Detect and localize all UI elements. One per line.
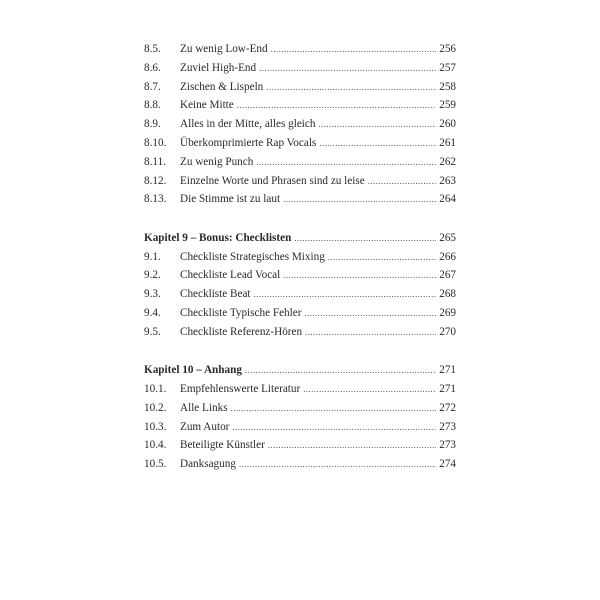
toc-entry-9-4[interactable] <box>144 304 456 323</box>
entry-number: 8.5. <box>144 43 161 55</box>
dot-leader <box>294 229 436 248</box>
toc-entry-10-3[interactable] <box>144 418 456 437</box>
entry-title: Checkliste Lead Vocal <box>180 269 281 282</box>
dot-leader <box>303 380 436 399</box>
dot-leader <box>271 40 437 59</box>
entry-page-number: 264 <box>439 193 456 206</box>
entry-page-number: 258 <box>439 80 456 93</box>
toc-entry-8-6[interactable] <box>144 59 456 78</box>
dot-leader <box>318 115 436 134</box>
toc-chapter-heading-9[interactable] <box>144 229 456 248</box>
entry-number: 8.10. <box>144 136 167 149</box>
toc-entry-8-9[interactable] <box>144 115 456 134</box>
entry-title: Danksagung <box>180 458 236 471</box>
chapter-title: Kapitel 10 – Anhang <box>144 364 242 377</box>
dot-leader <box>266 78 436 97</box>
toc-chapter-heading-10[interactable] <box>144 361 456 380</box>
entry-title: Zuviel High-End <box>180 61 257 74</box>
toc-entry-9-2[interactable] <box>144 266 456 285</box>
toc-entry-10-2[interactable] <box>144 399 456 418</box>
dot-leader <box>237 96 436 115</box>
entry-page-number: 257 <box>439 61 456 74</box>
entry-page-number: 260 <box>439 118 456 131</box>
entry-number: 10.1. <box>144 382 167 395</box>
toc-entry-8-12[interactable] <box>144 172 456 191</box>
entry-number: 9.1. <box>144 250 161 263</box>
toc-entry-8-10[interactable] <box>144 134 456 153</box>
toc-entry-9-1[interactable] <box>144 248 456 267</box>
chapter-page-number: 265 <box>439 231 456 244</box>
dot-leader <box>304 304 436 323</box>
entry-number: 8.13. <box>144 193 167 206</box>
entry-page-number: 269 <box>439 306 456 319</box>
toc-entry-10-1[interactable] <box>144 380 456 399</box>
entry-number: 9.2. <box>144 269 161 282</box>
entry-number: 10.5. <box>144 458 167 471</box>
toc-section-chapter-10 <box>144 361 456 474</box>
dot-leader <box>259 59 436 78</box>
dot-leader <box>328 248 436 267</box>
toc-entry-8-13[interactable] <box>144 190 456 209</box>
toc-entry-9-3[interactable] <box>144 285 456 304</box>
toc-entry-8-11[interactable] <box>144 153 456 172</box>
dot-leader <box>305 323 436 342</box>
entry-title: Empfehlenswerte Literatur <box>180 382 301 395</box>
toc-entry-8-7[interactable] <box>144 78 456 97</box>
entry-number: 8.8. <box>144 99 161 112</box>
entry-page-number: 274 <box>439 458 456 471</box>
entry-title: Alle Links <box>180 401 228 414</box>
entry-page-number: 273 <box>439 439 456 452</box>
entry-title: Einzelne Worte und Phrasen sind zu leise <box>180 174 365 187</box>
toc-entry-9-5[interactable] <box>144 323 456 342</box>
entry-number: 10.4. <box>144 439 167 452</box>
entry-title: Checkliste Typische Fehler <box>180 306 302 319</box>
entry-number: 8.9. <box>144 118 161 131</box>
entry-title: Alles in der Mitte, alles gleich <box>180 118 316 131</box>
entry-page-number: 259 <box>439 99 456 112</box>
entry-title: Die Stimme ist zu laut <box>180 193 281 206</box>
entry-title: Beteiligte Künstler <box>180 439 265 452</box>
chapter-page-number: 271 <box>439 364 456 377</box>
entry-title: Checkliste Referenz-Hören <box>180 325 303 338</box>
dot-leader <box>239 455 436 474</box>
entry-title: Checkliste Strategisches Mixing <box>180 250 325 263</box>
entry-title: Checkliste Beat <box>180 288 251 301</box>
entry-page-number: 270 <box>439 325 456 338</box>
entry-title: Keine Mitte <box>180 99 234 112</box>
toc-section-chapter-9 <box>144 229 456 342</box>
entry-number: 10.2. <box>144 401 167 414</box>
entry-number: 8.6. <box>144 61 161 74</box>
entry-page-number: 267 <box>439 269 456 282</box>
dot-leader <box>254 285 437 304</box>
entry-page-number: 262 <box>439 155 456 168</box>
toc-section-chapter-8 <box>144 40 456 209</box>
entry-number: 9.3. <box>144 288 161 301</box>
toc-entry-8-8[interactable] <box>144 96 456 115</box>
entry-title: Überkomprimierte Rap Vocals <box>180 136 317 149</box>
dot-leader <box>232 418 436 437</box>
entry-number: 9.5. <box>144 325 161 338</box>
dot-leader <box>283 190 436 209</box>
chapter-title: Kapitel 9 – Bonus: Checklisten <box>144 231 292 244</box>
dot-leader <box>245 361 436 380</box>
entry-title: Zum Autor <box>180 420 230 433</box>
toc-entry-8-5[interactable] <box>144 40 456 59</box>
entry-page-number: 261 <box>439 136 456 149</box>
section-spacer <box>144 209 456 229</box>
entry-number: 10.3. <box>144 420 167 433</box>
toc-entry-10-4[interactable] <box>144 436 456 455</box>
dot-leader <box>231 399 437 418</box>
entry-title: Zu wenig Low-End <box>180 43 268 55</box>
dot-leader <box>256 153 436 172</box>
entry-number: 8.12. <box>144 174 167 187</box>
entry-page-number: 272 <box>439 401 456 414</box>
entry-number: 8.7. <box>144 80 161 93</box>
entry-page-number: 273 <box>439 420 456 433</box>
entry-number: 9.4. <box>144 306 161 319</box>
dot-leader <box>319 134 436 153</box>
dot-leader <box>283 266 436 285</box>
entry-page-number: 266 <box>439 250 456 263</box>
entry-title: Zischen & Lispeln <box>180 80 264 93</box>
dot-leader <box>268 436 436 455</box>
table-of-contents <box>144 40 456 474</box>
entry-page-number: 271 <box>439 382 456 395</box>
entry-title: Zu wenig Punch <box>180 155 254 168</box>
entry-page-number: 263 <box>439 174 456 187</box>
entry-number: 8.11. <box>144 155 166 168</box>
section-spacer <box>144 342 456 362</box>
toc-entry-10-5[interactable] <box>144 455 456 474</box>
entry-page-number: 256 <box>439 43 456 55</box>
entry-page-number: 268 <box>439 288 456 301</box>
dot-leader <box>368 172 437 191</box>
